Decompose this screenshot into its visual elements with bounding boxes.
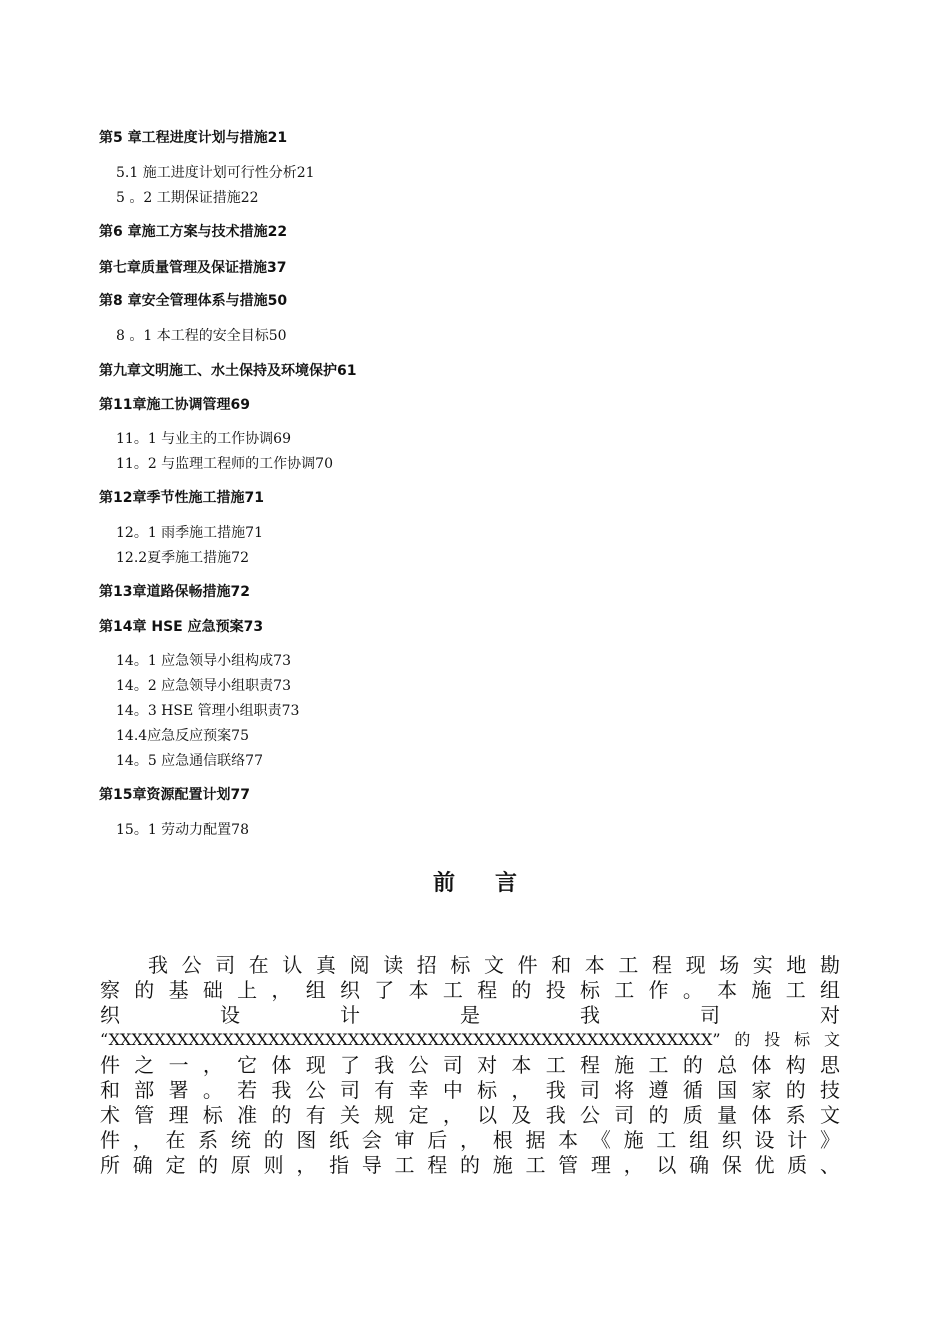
toc-section[interactable]: 12。1 雨季施工措施71 [116,525,263,541]
toc-section[interactable]: 8 。1 本工程的安全目标50 [116,328,287,344]
paragraph-line: 和 部 署 。 若 我 公 司 有 幸 中 标 ， 我 司 将 遵 循 国 家 的 技 [100,1078,840,1102]
paragraph-line: 件 ， 在 系 统 的 图 纸 会 审 后 ， 根 据 本 《 施 工 组 织 设 计 》 [100,1128,840,1152]
toc-chapter[interactable]: 第七章质量管理及保证措施37 [99,260,287,276]
paragraph-line: 术 管 理 标 准 的 有 关 规 定 ， 以 及 我 公 司 的 质 量 体 系 文 [100,1103,840,1127]
preface-title: 前言 [432,871,557,896]
toc-section[interactable]: 5 。2 工期保证措施22 [116,190,259,206]
paragraph-line: 织 设 计 是 我 司 对 [100,1003,840,1027]
toc-chapter[interactable]: 第11章施工协调管理69 [99,397,250,413]
toc-section[interactable]: 12.2夏季施工措施72 [116,550,249,566]
toc-chapter[interactable]: 第8 章安全管理体系与措施50 [99,293,288,309]
toc-section[interactable]: 11。1 与业主的工作协调69 [116,431,291,447]
paragraph-line: “XXXXXXXXXXXXXXXXXXXXXXXXXXXXXXXXXXXXXXXXXXXXXXXXXXXXX”的投标文 [100,1030,840,1049]
paragraph-line: 件 之 一 ， 它 体 现 了 我 公 司 对 本 工 程 施 工 的 总 体 构 思 [100,1053,840,1077]
toc-section[interactable]: 11。2 与监理工程师的工作协调70 [116,456,333,472]
paragraph-line: 所 确 定 的 原 则 ， 指 导 工 程 的 施 工 管 理 ， 以 确 保 优 质 、 [100,1153,840,1177]
toc-section[interactable]: 14。3 HSE 管理小组职责73 [116,703,300,719]
toc-chapter[interactable]: 第5 章工程进度计划与措施21 [99,130,288,146]
toc-section[interactable]: 14。2 应急领导小组职责73 [116,678,291,694]
toc-chapter[interactable]: 第九章文明施工、水土保持及环境保护61 [99,363,357,379]
toc-section[interactable]: 15。1 劳动力配置78 [116,822,249,838]
toc-section[interactable]: 5.1 施工进度计划可行性分析21 [116,165,315,181]
toc-chapter[interactable]: 第6 章施工方案与技术措施22 [99,224,288,240]
toc-chapter[interactable]: 第13章道路保畅措施72 [99,584,250,600]
toc-section[interactable]: 14.4应急反应预案75 [116,728,249,744]
paragraph-line: 察 的 基 础 上 ， 组 织 了 本 工 程 的 投 标 工 作 。 本 施 工 组 [100,978,840,1002]
toc-chapter[interactable]: 第12章季节性施工措施71 [99,490,264,506]
toc-chapter[interactable]: 第14章 HSE 应急预案73 [99,619,264,635]
toc-chapter[interactable]: 第15章资源配置计划77 [99,787,250,803]
toc-section[interactable]: 14。1 应急领导小组构成73 [116,653,291,669]
toc-section[interactable]: 14。5 应急通信联络77 [116,753,263,769]
paragraph-line: 我 公 司 在 认 真 阅 读 招 标 文 件 和 本 工 程 现 场 实 地 勘 [148,953,840,977]
